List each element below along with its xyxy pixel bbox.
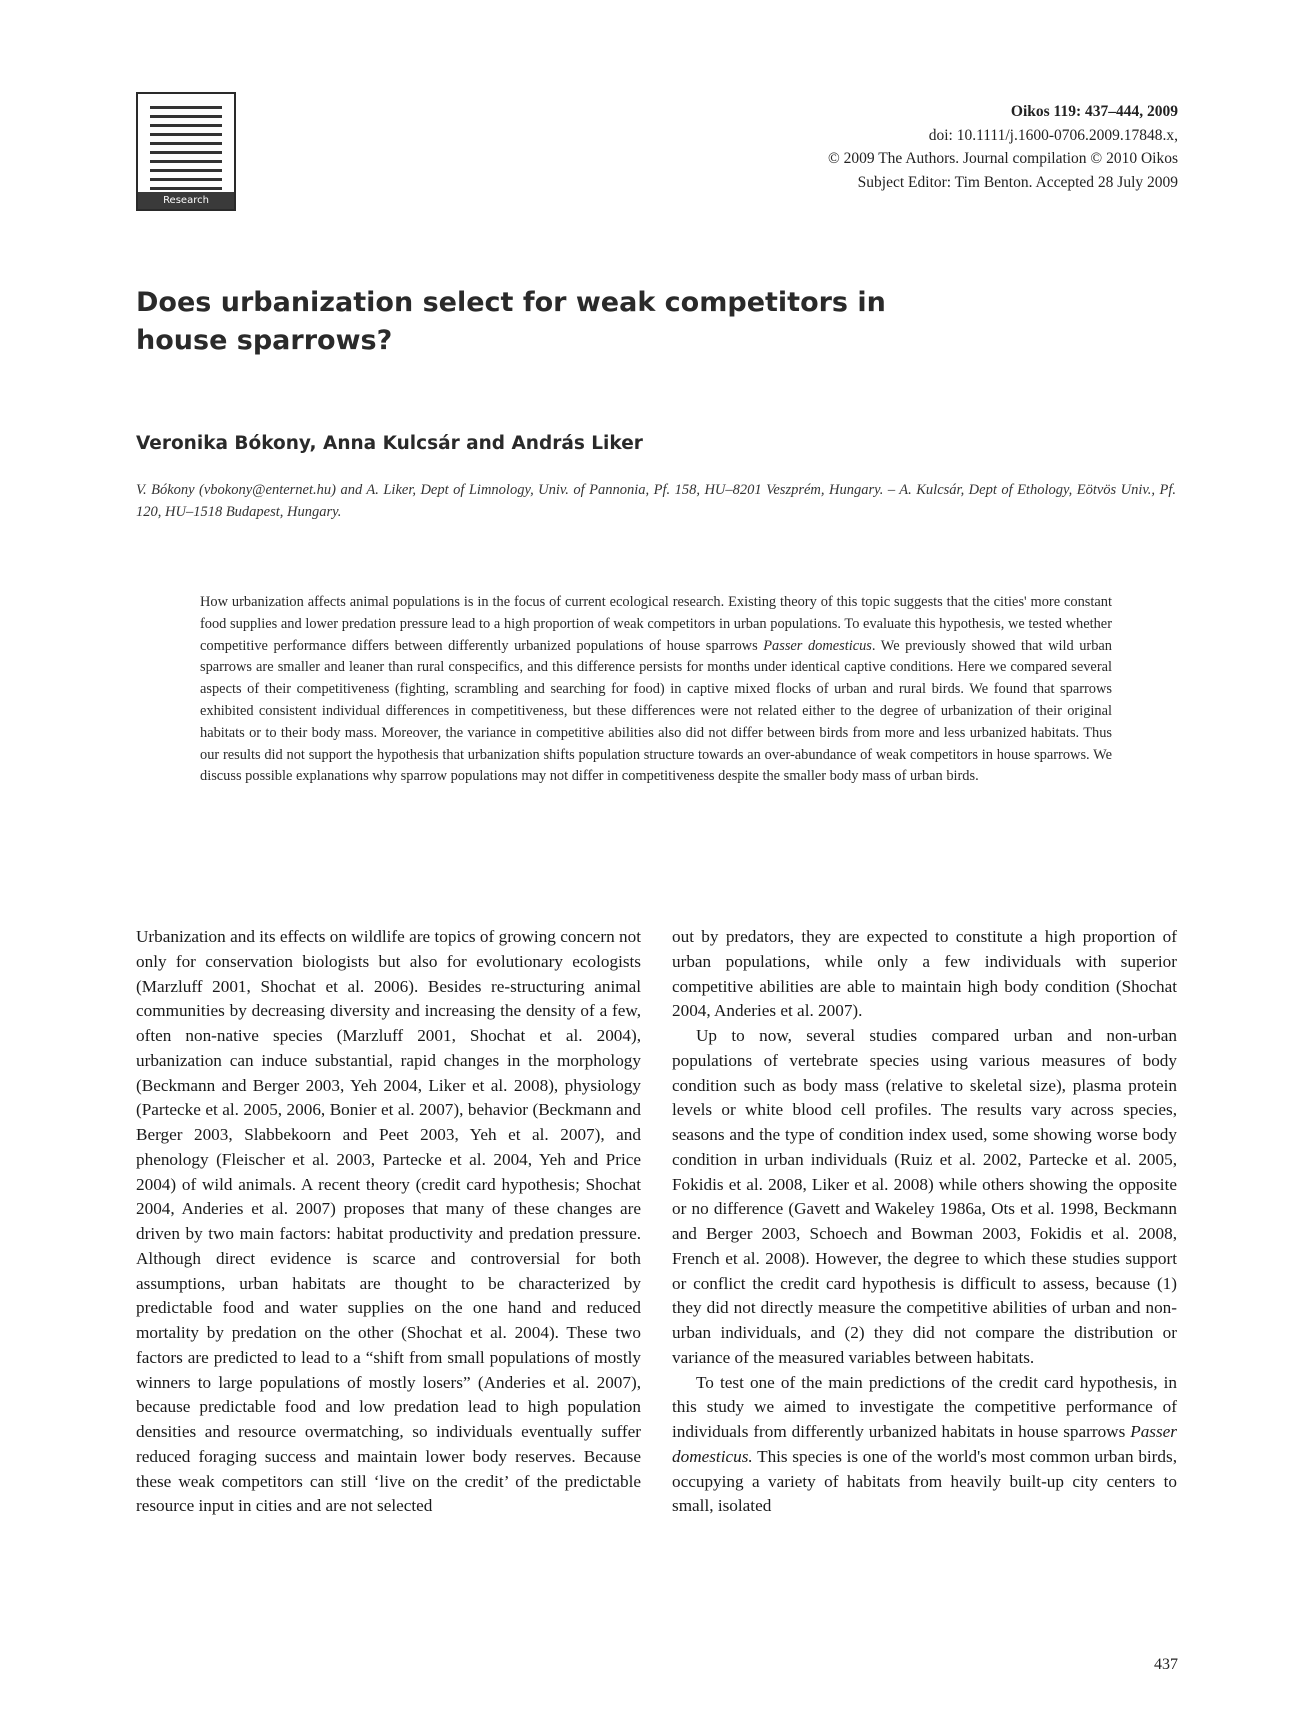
badge-label: Research [138, 192, 234, 209]
abstract [200, 592, 1112, 788]
research-badge [136, 92, 236, 211]
body-species: Passer domesticus. [672, 1422, 1177, 1466]
article-title: Does urbanization select for weak competitors in house sparrows? [136, 287, 886, 356]
subject-editor: Subject Editor: Tim Benton. Accepted 28 July 2009 [857, 173, 1178, 191]
author-affiliation: V. Bókony (vbokony@enternet.hu) and A. Liker, Dept of Limnology, Univ. of Pannonia, Pf. 158, HU–8201 Veszprém, Hungary. – A. Kulcsár, Dept of Ethology, Eötvös Univ., Pf. 120, HU–1518 Budapest, Hungary. [136, 482, 1176, 520]
body-column-left [136, 925, 641, 1519]
body-text: To test one of the main predictions of the credit card hypothesis, in this study we aimed to investigate the competitive performance of individuals from differently urbanized habitats in house sparrows [672, 1372, 1177, 1441]
journal-citation: Oikos 119: 437–444, 2009 [1010, 103, 1178, 120]
article-header-info [828, 100, 1178, 194]
doi: doi: 10.1111/j.1600-0706.2009.17848.x, [928, 126, 1178, 144]
body-paragraph [672, 1371, 1177, 1520]
abstract-species: Passer domesticus [763, 637, 872, 654]
page-number: 437 [1154, 1656, 1178, 1673]
body-column-right [672, 925, 1177, 1519]
badge-lines-icon [150, 106, 222, 196]
body-paragraph: out by predators, they are expected to constitute a high proportion of urban populations, while only a few individuals with superior competitive abilities are able to maintain high body condition (Shochat 2004, Anderies et al. 2007). [672, 927, 1177, 1021]
abstract-text-1: How urbanization affects animal populations is in the focus of current ecological research. Existing theory of this topic suggests that the cities' more constant food supplies and lower predation pressure lead to a high proportion of weak competitors in urban populations. To evaluate this hypothesis, we tested whether competitive performance differs between differently urbanized populations of house sparrows [200, 594, 1112, 654]
body-paragraph: Urbanization and its effects on wildlife are topics of growing concern not only for conservation biologists but also for evolutionary ecologists (Marzluff 2001, Shochat et al. 2006). Besides re-structuring animal communities by decreasing diversity and increasing the density of a few, often non-native species (Marzluff 2001, Shochat et al. 2004), urbanization can induce substantial, rapid changes in the morphology (Beckmann and Berger 2003, Yeh 2004, Liker et al. 2008), physiology (Partecke et al. 2005, 2006, Bonier et al. 2007), behavior (Beckmann and Berger 2003, Slabbekoorn and Peet 2003, Yeh et al. 2007), and phenology (Fleischer et al. 2003, Partecke et al. 2004, Yeh and Price 2004) of wild animals. A recent theory (credit card hypothesis; Shochat 2004, Anderies et al. 2007) proposes that many of these changes are driven by two main factors: habitat productivity and predation pressure. Although direct evidence is scarce and controversial for both assumptions, urban habitats are thought to be characterized by predictable food and water supplies on the one hand and reduced mortality by predation on the other (Shochat et al. 2004). These two factors are predicted to lead to a “shift from small populations of mostly winners to large populations of mostly losers” (Anderies et al. 2007), because predictable food and low predation lead to high population densities and resource overmatching, so individuals eventually suffer reduced foraging success and maintain lower body reserves. Because these weak competitors can still ‘live on the credit’ of the predictable resource input in cities and are not selected [136, 927, 641, 1516]
copyright: © 2009 The Authors. Journal compilation © 2010 Oikos [827, 150, 1178, 167]
body-paragraph: Up to now, several studies compared urban and non-urban populations of vertebrate species using various measures of body condition such as body mass (relative to skeletal size), plasma protein levels or white blood cell profiles. The results vary across species, seasons and the type of condition index used, some showing worse body condition in urban individuals (Ruiz et al. 2002, Partecke et al. 2005, Fokidis et al. 2008, Liker et al. 2008) while others showing the opposite or no difference (Gavett and Wakeley 1986a, Ots et al. 1998, Beckmann and Berger 2003, Schoech and Bowman 2003, Fokidis et al. 2008, French et al. 2008). However, the degree to which these studies support or conflict the credit card hypothesis is difficult to assess, because (1) they did not directly measure the competitive abilities of urban and non-urban individuals, and (2) they did not compare the distribution or variance of the measured variables between habitats. [672, 1026, 1177, 1367]
abstract-text-2: . We previously showed that wild urban sparrows are smaller and leaner than rural conspecifics, and this difference persists for months under identical captive conditions. Here we compared several aspects of their competitiveness (fighting, scrambling and searching for food) in captive mixed flocks of urban and rural birds. We found that sparrows exhibited consistent individual differences in competitiveness, but these differences were not related either to the degree of urbanization of their original habitats or to their body mass. Moreover, the variance in competitive abilities also did not differ between birds from more and less urbanized habitats. Thus our results did not support the hypothesis that urbanization shifts population structure towards an over-abundance of weak competitors in house sparrows. We discuss possible explanations why sparrow populations may not differ in competitiveness despite the smaller body mass of urban birds. [200, 637, 1112, 785]
article-authors: Veronika Bókony, Anna Kulcsár and András Liker [136, 433, 643, 454]
body-text: This species is one of the world's most common urban birds, occupying a variety of habitats from heavily built-up city centers to small, isolated [672, 1446, 1177, 1516]
